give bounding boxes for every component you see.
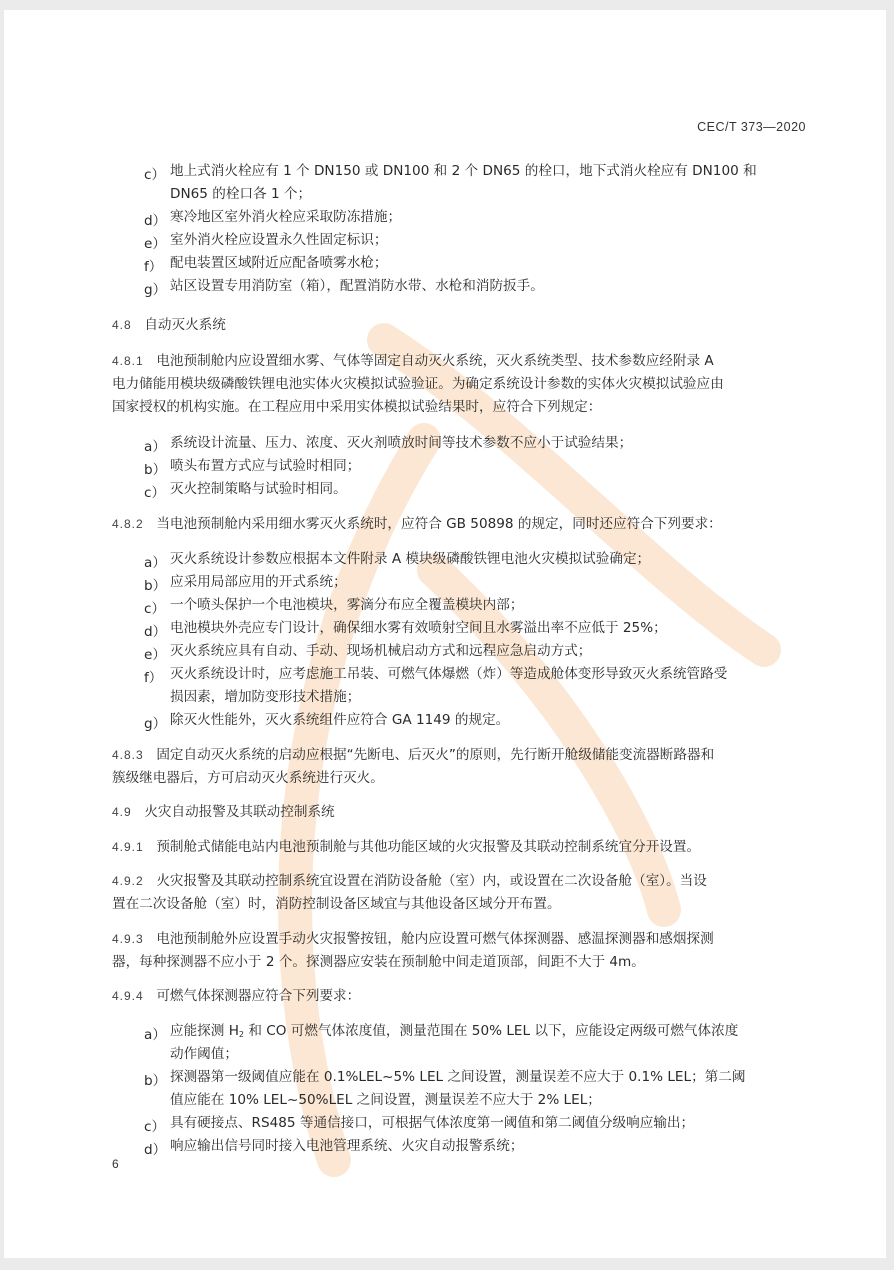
item-text: DN65 的栓口各 1 个；	[170, 186, 312, 202]
item-text: 探测器第一级阈值应能在 0.1%LEL~5% LEL 之间设置，测量误差不应大于 0.1% LEL；第二阈	[170, 1069, 746, 1085]
page-number: 6	[112, 1157, 119, 1171]
clause-text: 固定自动灭火系统的启动应根据“先断电、后灭火”的原则，先行断开舱级储能变流器断路器和	[156, 747, 715, 763]
clause-text: 火灾报警及其联动控制系统宜设置在消防设备舱（室）内，或设置在二次设备舱（室）。当设	[156, 873, 707, 889]
clause-number: 4.9.3	[112, 932, 144, 946]
item-text: 灭火系统设计时，应考虑施工吊装、可燃气体爆燃（炸）等造成舱体变形导致灭火系统管路受	[170, 666, 728, 682]
item-text: 电池模块外壳应专门设计，确保细水雾有效喷射空间且水雾溢出率不应低于 25%；	[170, 620, 667, 636]
item-text: 灭火系统应具有自动、手动、现场机械启动方式和远程应急启动方式；	[170, 643, 592, 659]
item-text: 一个喷头保护一个电池模块，雾滴分布应全覆盖模块内部；	[170, 597, 524, 613]
item-text: 寒冷地区室外消火栓应采取防冻措施；	[170, 209, 402, 225]
item-text: 灭火系统设计参数应根据本文件附录 A 模块级磷酸铁锂电池火灾模拟试验确定；	[170, 551, 651, 567]
document-code-header: CEC/T 373—2020	[697, 120, 806, 134]
item-label: a）	[144, 1027, 166, 1043]
item-text: 站区设置专用消防室（箱），配置消防水带、水枪和消防扳手。	[170, 278, 544, 294]
clause-text: 簇级继电器后，方可启动灭火系统进行灭火。	[112, 770, 384, 786]
section-title: 自动灭火系统	[144, 317, 226, 333]
clause-4-9-1	[112, 836, 700, 859]
item-text: 室外消火栓应设置永久性固定标识；	[170, 232, 388, 248]
item-text: 具有硬接点、RS485 等通信接口，可根据气体浓度第一阈值和第二阈值分级响应输出；	[170, 1115, 695, 1131]
clause-number: 4.9.2	[112, 874, 144, 888]
item-text: 配电装置区域附近应配备喷雾水枪；	[170, 255, 388, 271]
section-title: 火灾自动报警及其联动控制系统	[144, 804, 335, 820]
clause-number: 4.9.4	[112, 989, 144, 1003]
section-heading	[112, 801, 335, 824]
item-label: f）	[144, 670, 163, 686]
clause-number: 4.8.2	[112, 517, 144, 531]
item-label: c）	[144, 1119, 166, 1135]
item-text: 喷头布置方式应与试验时相同；	[170, 458, 361, 474]
clause-number: 4.8.3	[112, 748, 144, 762]
item-label: a）	[144, 439, 166, 455]
clause-text: 国家授权的机构实施。在工程应用中采用实体模拟试验结果时，应符合下列规定：	[112, 399, 602, 415]
item-label: f）	[144, 259, 163, 275]
item-text: 地上式消火栓应有 1 个 DN150 或 DN100 和 2 个 DN65 的栓口，地下式消火栓应有 DN100 和	[170, 163, 757, 179]
item-label: b）	[144, 1073, 167, 1089]
clause-text: 器，每种探测器不应小于 2 个。探测器应安装在预制舱中间走道顶部，间距不大于 4m。	[112, 954, 645, 970]
item-text: 灭火控制策略与试验时相同。	[170, 481, 347, 497]
item-text: 除灭火性能外，灭火系统组件应符合 GA 1149 的规定。	[170, 712, 510, 728]
item-label: c）	[144, 601, 166, 617]
clause-text: 置在二次设备舱（室）时，消防控制设备区域宜与其他设备区域分开布置。	[112, 896, 561, 912]
item-text: 响应输出信号同时接入电池管理系统、火灾自动报警系统；	[170, 1138, 524, 1154]
item-label: g）	[144, 282, 167, 298]
item-label: b）	[144, 578, 167, 594]
clause-number: 4.9.1	[112, 840, 144, 854]
item-text: 系统设计流量、压力、浓度、灭火剂喷放时间等技术参数不应小于试验结果；	[170, 435, 633, 451]
item-text: 应能探测 $H_2$ 和 CO 可燃气体浓度值，测量范围在 50% LEL 以下，应能设定两级可燃气体浓度	[170, 1023, 739, 1039]
clause-text: 电池预制舱外应设置手动火灾报警按钮，舱内应设置可燃气体探测器、感温探测器和感烟探测	[156, 931, 714, 947]
item-label: c）	[144, 167, 166, 183]
item-text: 值应能在 10% LEL~50%LEL 之间设置，测量误差不应大于 2% LEL；	[170, 1092, 601, 1108]
section-heading	[112, 314, 226, 337]
item-label: a）	[144, 555, 166, 571]
section-number: 4.8	[112, 318, 132, 332]
item-text: 应采用局部应用的开式系统；	[170, 574, 347, 590]
item-text: 动作阈值；	[170, 1046, 238, 1062]
item-label: d）	[144, 624, 167, 640]
clause-number: 4.8.1	[112, 354, 144, 368]
clause-text: 可燃气体探测器应符合下列要求：	[156, 988, 361, 1004]
clause-text: 电力储能用模块级磷酸铁锂电池实体火灾模拟试验验证。为确定系统设计参数的实体火灾模拟试验应由	[112, 376, 724, 392]
clause-text: 电池预制舱内应设置细水雾、气体等固定自动灭火系统，灭火系统类型、技术参数应经附录 A	[156, 353, 714, 369]
section-number: 4.9	[112, 805, 132, 819]
item-label: e）	[144, 647, 166, 663]
item-text: 损因素，增加防变形技术措施；	[170, 689, 361, 705]
document-page	[4, 10, 886, 1258]
item-label: d）	[144, 1142, 167, 1158]
clause-text: 预制舱式储能电站内电池预制舱与其他功能区域的火灾报警及其联动控制系统宜分开设置。	[156, 839, 701, 855]
item-label: d）	[144, 213, 167, 229]
clause-text: 当电池预制舱内采用细水雾灭火系统时，应符合 GB 50898 的规定，同时还应符合下列要求：	[156, 516, 722, 532]
item-label: b）	[144, 462, 167, 478]
item-label: c）	[144, 485, 166, 501]
item-label: g）	[144, 716, 167, 732]
item-label: e）	[144, 236, 166, 252]
